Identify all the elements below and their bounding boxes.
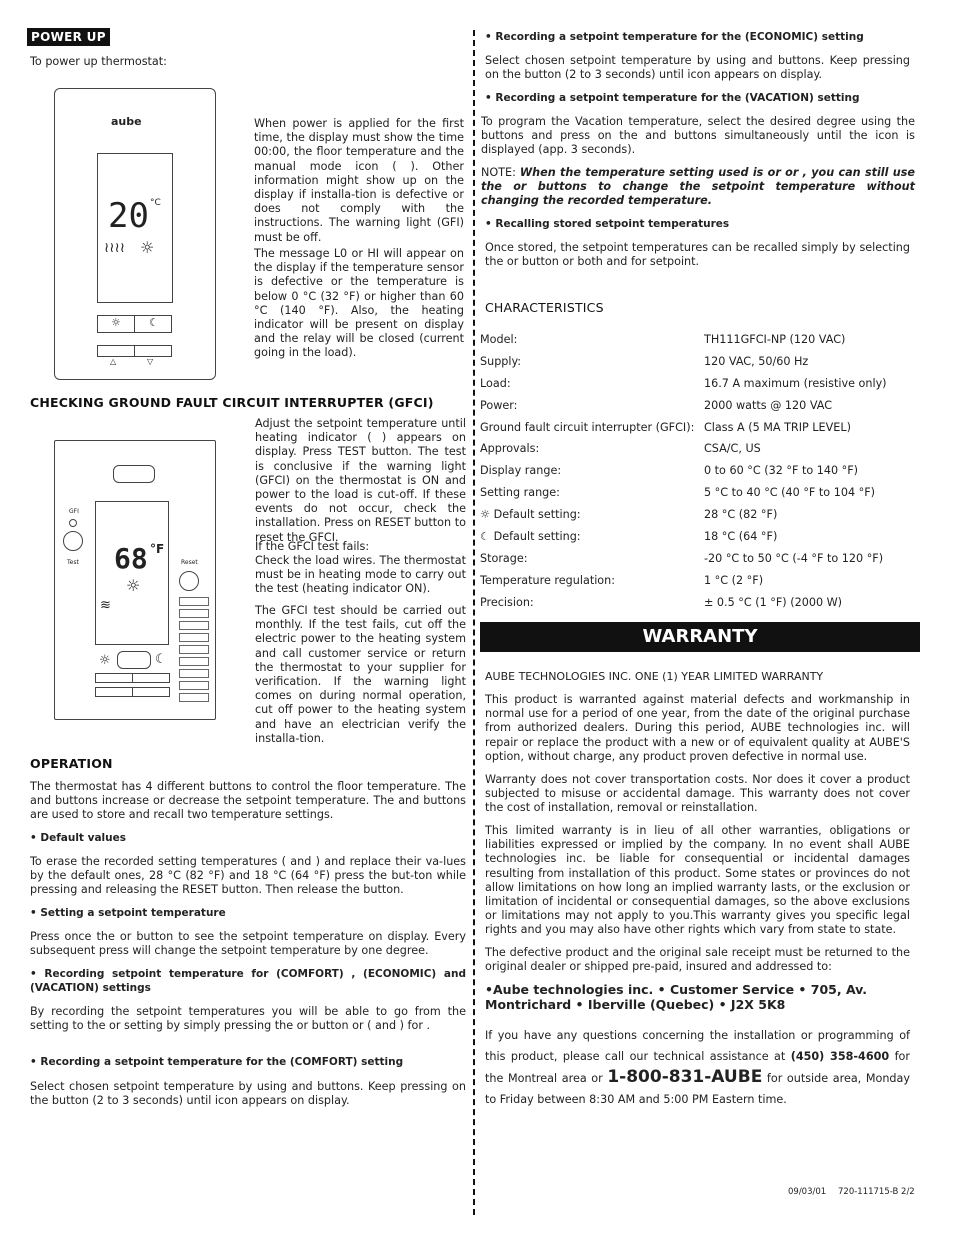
spec-key-label: Storage:: [480, 551, 528, 565]
recording-settings-bullet: • Recording setpoint temperature for (COMFORT) , (ECONOMIC) and (VACATION) settings: [30, 968, 466, 995]
spec-key: [480, 399, 704, 421]
test-label: Test: [67, 559, 79, 566]
gfci-paragraph-1: Adjust the setpoint temperature until heating indicator ( ) appears on display. Press TEST button. The test is conclusive if the warning light (GFCI) on the thermostat is ON and power to the load is cut-off. If these events do not occur, check the installation. Press on RESET button to reset the GFCI.: [255, 417, 466, 544]
vacation-paragraph: To program the Vacation temperature, select the desired degree using the buttons and press on the and buttons simultaneously until the icon is displayed (app. 3 seconds).: [481, 115, 915, 157]
warranty-paragraph-3: This limited warranty is in lieu of all other warranties, obligations or liabilities expressed or implied by the company. In no event shall AUBE technologies inc. be liable for consequential or incidental damages resulting from installation of this product. Some states or provinces do not allow limitations on how long an implied warranty lasts, or the exclusion or limitation of incidental or consequential damages, so the above exclusions or limitations may not apply to you.This warranty gives you specific legal rights and you may also have other rights which vary from state to state.: [485, 824, 910, 937]
spec-value: Class A (5 MA TRIP LEVEL): [704, 420, 851, 434]
spec-key: [480, 464, 704, 486]
display-temperature: 20: [108, 196, 149, 236]
aube-logo: aube: [111, 115, 142, 128]
spec-key: [480, 355, 704, 377]
economic-button[interactable]: [134, 315, 172, 333]
note-label: NOTE:: [481, 166, 516, 179]
footer-code: 720-111715-B 2/2: [838, 1187, 915, 1197]
power-up-paragraph-2: The message L0 or HI will appear on the display if the temperature sensor is defective or the temperature is below 0 °C (32 °F) or higher than 60 °C (140 °F). Also, the heating indicator will be present on display and the relay will be closed (current going in the load).: [254, 247, 464, 360]
spec-key-label: Power:: [480, 398, 518, 412]
spec-row: [480, 377, 887, 399]
spec-row: [480, 508, 887, 530]
recalling-setpoints-bullet: • Recalling stored setpoint temperatures: [485, 218, 730, 230]
spec-key: [480, 421, 704, 443]
spec-key-label: Precision:: [480, 595, 534, 609]
spec-key: [480, 486, 704, 508]
contact-text-a: If you have any questions concerning the installation or programming of this product, please call our technical assistance at: [485, 1029, 910, 1063]
spec-value: 0 to 60 °C (32 °F to 140 °F): [704, 464, 859, 478]
spec-value: 2000 watts @ 120 VAC: [704, 398, 833, 412]
up-button[interactable]: [97, 345, 135, 357]
spec-key: [480, 530, 704, 552]
display-screen: [97, 153, 173, 303]
spec-key: [480, 442, 704, 464]
recording-economic-bullet: • Recording a setpoint temperature for the (ECONOMIC) setting: [485, 31, 864, 43]
spec-row: [480, 574, 887, 596]
spec-key: [480, 333, 704, 355]
operation-paragraph-3: Press once the or button to see the setpoint temperature on display. Every subsequent press will change the setpoint temperature by one degree.: [30, 930, 466, 958]
spec-row: [480, 486, 887, 508]
display-unit-gfci: °F: [150, 542, 165, 556]
thermostat-illustration-gfci: [54, 440, 216, 720]
display-screen-gfci: [95, 501, 169, 645]
sun-icon: ☼: [99, 653, 111, 668]
sun-icon: ☼: [126, 576, 141, 595]
comfort-button[interactable]: [97, 315, 135, 333]
heating-indicator-icon: ≀≀≀≀: [104, 240, 125, 256]
spec-key: [480, 508, 704, 530]
spec-row: [480, 464, 887, 486]
spec-key-label: Model:: [480, 333, 518, 346]
moon-icon: ☾: [155, 652, 167, 667]
spec-row: [480, 333, 887, 355]
gfci-paragraph-3: The GFCI test should be carried out monthly. If the test fails, cut off the electric power to the heating system and call customer service or return the thermostat to your supplier for verification. If the warning light comes on during normal operation, cut off power to the heating system and have an electrician verify the installa-tion.: [255, 604, 466, 745]
up-button-gfci[interactable]: [95, 673, 133, 683]
lower-right-button[interactable]: [132, 687, 170, 697]
power-up-heading: POWER UP: [27, 28, 110, 46]
warranty-subheading: AUBE TECHNOLOGIES INC. ONE (1) YEAR LIMITED WARRANTY: [485, 670, 824, 683]
setting-setpoint-bullet: • Setting a setpoint temperature: [30, 907, 226, 919]
spec-key: [480, 596, 704, 618]
gfi-warning-light: [69, 519, 77, 527]
spec-value: CSA/C, US: [704, 442, 761, 456]
sun-icon: ☼: [480, 508, 494, 522]
spec-row: [480, 552, 887, 574]
reset-label: Reset: [181, 559, 198, 566]
sun-icon: ☼: [140, 238, 155, 257]
contact-text-c: for outside area, Monday to Friday between 8:30 AM and 5:00 PM Eastern time.: [485, 1072, 910, 1106]
center-button[interactable]: [117, 651, 151, 669]
down-button-gfci[interactable]: [132, 673, 170, 683]
footer-date: 09/03/01: [788, 1187, 827, 1197]
spec-key-label: Default setting:: [493, 530, 581, 544]
top-button[interactable]: [113, 465, 155, 483]
spec-key-label: Setting range:: [480, 486, 560, 500]
spec-row: [480, 421, 887, 443]
spec-key: [480, 552, 704, 574]
display-unit: °C: [150, 198, 161, 208]
spec-key-label: Temperature regulation:: [480, 573, 616, 587]
operation-paragraph-1: The thermostat has 4 different buttons to control the floor temperature. The and buttons increase or decrease the setpoint temperature. The and buttons are used to store and recall two temperature settings.: [30, 780, 466, 822]
warranty-address: •Aube technologies inc. • Customer Service • 705, Av. Montrichard • Iberville (Quebec) • J2X 5K8: [485, 982, 868, 1012]
spec-value: 1 °C (2 °F): [704, 573, 764, 587]
spec-row: [480, 355, 887, 377]
montreal-phone: (450) 358-4600: [790, 1049, 890, 1063]
characteristics-table: [480, 333, 887, 618]
recalling-paragraph: Once stored, the setpoint temperatures can be recalled simply by selecting the or button or both and for setpoint.: [485, 241, 910, 269]
down-button[interactable]: [134, 345, 172, 357]
down-arrow-icon: ▽: [147, 357, 154, 366]
operation-paragraph-5: Select chosen setpoint temperature by using and buttons. Keep pressing on the button (2 to 3 seconds) until icon appears on display.: [30, 1080, 466, 1108]
note-paragraph: [481, 166, 915, 209]
default-values-bullet: • Default values: [30, 832, 126, 844]
gfci-paragraph-2b: Check the load wires. The thermostat must be in heating mode to carry out the test (heating indicator ON).: [255, 554, 466, 596]
spec-key: [480, 377, 704, 399]
tollfree-phone: 1-800-831-AUBE: [607, 1067, 763, 1087]
spec-row: [480, 399, 887, 421]
vent-grille: [179, 597, 209, 705]
display-temperature-gfci: 68: [114, 542, 148, 575]
spec-value: 5 °C to 40 °C (40 °F to 104 °F): [704, 486, 876, 500]
test-button[interactable]: [63, 531, 83, 551]
operation-paragraph-2: To erase the recorded setting temperatures ( and ) and replace their va-lues by the default ones, 28 °C (82 °F) and 18 °C (64 °F) press the but-ton while pressing and releasing the RESET button. Then release the button.: [30, 855, 466, 897]
spec-value: TH111GFCI-NP (120 VAC): [704, 333, 846, 346]
spec-key-label: Supply:: [480, 354, 522, 368]
power-up-intro: To power up thermostat:: [30, 55, 167, 68]
warranty-contact: [485, 1026, 910, 1110]
warranty-paragraph-2: Warranty does not cover transportation costs. Nor does it cover a product subjected to misuse or accidental damage. This warranty does not cover the cost of installation, removal or reinstallation.: [485, 773, 910, 815]
spec-key-label: Ground fault circuit interrupter (GFCI):: [480, 420, 695, 434]
operation-heading: OPERATION: [30, 756, 113, 771]
lower-left-button[interactable]: [95, 687, 133, 697]
recording-vacation-bullet: • Recording a setpoint temperature for the (VACATION) setting: [485, 92, 860, 104]
spec-key: [480, 574, 704, 596]
spec-key-label: Default setting:: [493, 508, 581, 522]
contact-text-b: for the Montreal area or: [485, 1049, 910, 1085]
gfi-label: GFI: [69, 508, 79, 515]
note-text: When the temperature setting used is or or , you can still use the or buttons to change the setpoint temperature without changing the recorded temperature.: [481, 166, 915, 208]
spec-key-label: Load:: [480, 376, 511, 390]
spec-value: ± 0.5 °C (1 °F) (2000 W): [704, 595, 843, 609]
spec-value: 120 VAC, 50/60 Hz: [704, 354, 809, 368]
heating-indicator-icon: ≋: [100, 598, 111, 613]
spec-value: 18 °C (64 °F): [704, 530, 778, 544]
gfci-paragraph-2a: If the GFCI test fails:: [255, 540, 370, 553]
reset-button[interactable]: [179, 571, 199, 591]
column-divider: [473, 30, 475, 1215]
economic-paragraph: Select chosen setpoint temperature by using and buttons. Keep pressing on the button (2 to 3 seconds) until icon appears on display.: [485, 54, 910, 82]
gfci-heading: CHECKING GROUND FAULT CIRCUIT INTERRUPTER (GFCI): [30, 395, 434, 410]
warranty-paragraph-1: This product is warranted against material defects and workmanship in normal use for a period of one year, from the date of the original purchase from authorized dealers. During this period, AUBE technologies inc. will repair or replace the product with a new or of equivalent quality at AUBE'S option, without charge, any product proven defective in normal use.: [485, 693, 910, 763]
spec-row: [480, 530, 887, 552]
spec-key-label: Approvals:: [480, 442, 540, 456]
characteristics-heading: CHARACTERISTICS: [485, 300, 604, 315]
up-arrow-icon: △: [110, 357, 117, 366]
spec-value: -20 °C to 50 °C (-4 °F to 120 °F): [704, 551, 884, 565]
sun-icon: ☼: [111, 316, 121, 329]
spec-value: 16.7 A maximum (resistive only): [704, 376, 887, 390]
moon-icon: ☾: [480, 530, 494, 544]
moon-icon: ☾: [149, 316, 159, 329]
power-up-paragraph-1: When power is applied for the first time, the display must show the time 00:00, the floor temperature and the manual mode icon ( ). Other information might show up on the display if installa-tion is defective or does not comply with the instructions. The warning light (GFI) must be off.: [254, 117, 464, 244]
warranty-paragraph-4: The defective product and the original sale receipt must be returned to the original dealer or shipped pre-paid, insured and addressed to:: [485, 946, 910, 974]
thermostat-illustration-aube: [54, 88, 216, 380]
warranty-banner: WARRANTY: [480, 622, 920, 652]
spec-row: [480, 596, 887, 618]
operation-paragraph-4: By recording the setpoint temperatures you will be able to go from the setting to the or setting by simply pressing the or button or ( and ) for .: [30, 1005, 466, 1033]
spec-value: 28 °C (82 °F): [704, 508, 778, 522]
recording-comfort-bullet: • Recording a setpoint temperature for the (COMFORT) setting: [30, 1056, 404, 1068]
spec-row: [480, 442, 887, 464]
spec-key-label: Display range:: [480, 464, 562, 478]
